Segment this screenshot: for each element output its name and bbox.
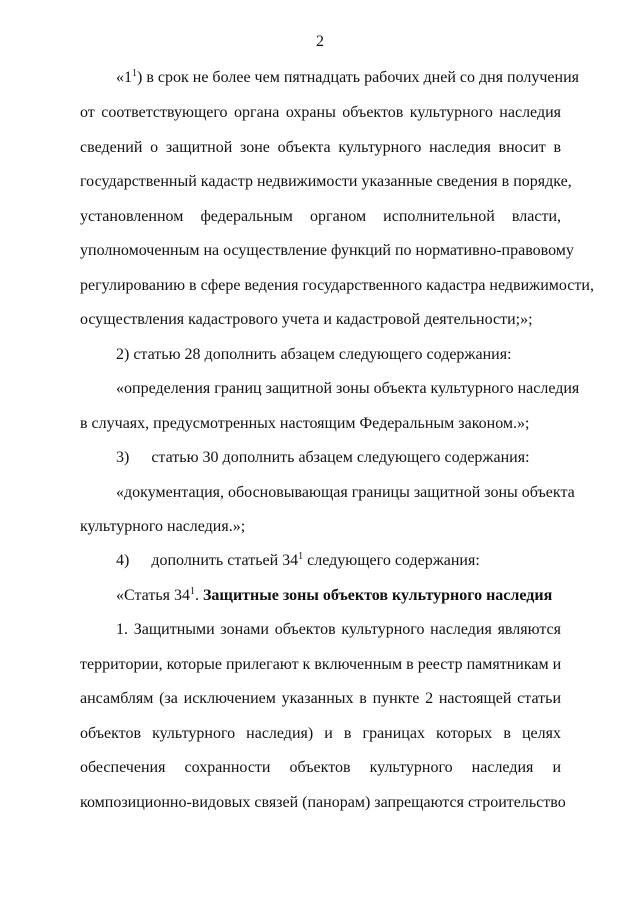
- text-line-17: 1. Защитными зонами объектов культурного наследия являются: [116, 621, 561, 638]
- text-line-5: установленном федеральным органом исполнительной власти,: [80, 208, 561, 225]
- text-line-21: обеспечения сохранности объектов культурного наследия и: [80, 759, 561, 776]
- text-line-12: 3) статью 30 дополнить абзацем следующего содержания:: [116, 449, 530, 466]
- text-line-2: от соответствующего органа охраны объектов культурного наследия: [80, 104, 561, 121]
- text-line-8: осуществления кадастрового учета и кадастровой деятельности;»;: [80, 311, 533, 328]
- text-line-9: 2) статью 28 дополнить абзацем следующего содержания:: [116, 346, 512, 363]
- text-line-13: «документация, обосновывающая границы защитной зоны объекта: [116, 484, 575, 501]
- text-line-18: территории, которые прилегают к включенным в реестр памятникам и: [80, 656, 562, 673]
- text-line-10: «определения границ защитной зоны объекта культурного наследия: [116, 380, 580, 397]
- text-line-7: регулированию в сфере ведения государственного кадастра недвижимости,: [80, 277, 594, 294]
- text-line-11: в случаях, предусмотренных настоящим Федеральным законом.»;: [80, 415, 530, 432]
- text-line-15: 4) дополнить статьей $34^1$ следующего содержания:: [116, 551, 480, 569]
- text-line-6: уполномоченным на осуществление функций по нормативно-правовому: [80, 242, 574, 259]
- text-line-14: культурного наследия.»;: [80, 518, 246, 535]
- text-line-22: композиционно-видовых связей (панорам) запрещаются строительство: [80, 794, 566, 811]
- text-line-3: сведений о защитной зоне объекта культурного наследия вносит в: [80, 139, 561, 156]
- text-line-19: ансамблям (за исключением указанных в пункте 2 настоящей статьи: [80, 690, 561, 707]
- article-heading: «Статья $34^1$. Защитные зоны объектов культурного наследия: [116, 586, 553, 604]
- text-line-1: «$1^1$) в срок не более чем пятнадцать рабочих дней со дня получения: [116, 68, 580, 86]
- text-line-4: государственный кадастр недвижимости указанные сведения в порядке,: [80, 173, 572, 190]
- page-number: 2: [316, 33, 324, 50]
- text-line-20: объектов культурного наследия) и в границах которых в целях: [80, 725, 561, 742]
